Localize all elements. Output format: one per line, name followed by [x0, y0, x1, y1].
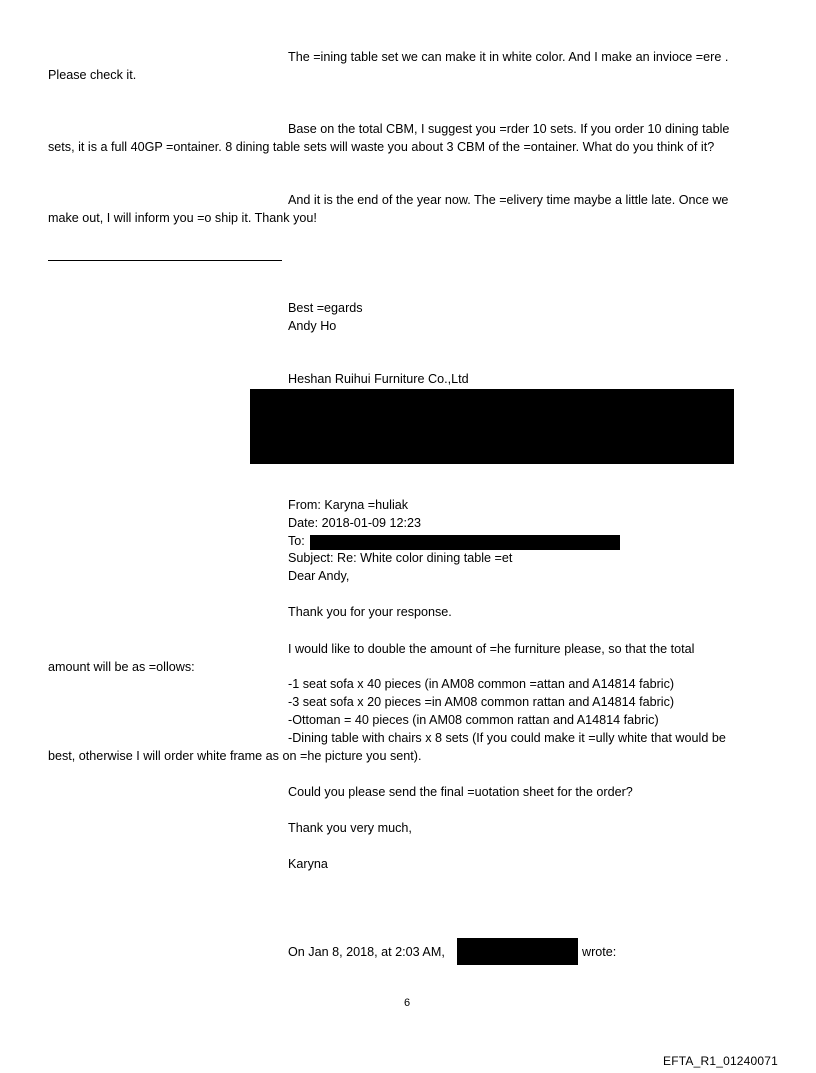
list-item: -Dining table with chairs x 8 sets (If you could make it =ully white that would be [288, 731, 726, 745]
list-item-continuation: best, otherwise I will order white frame as on =he picture you sent). [48, 749, 422, 763]
separator-line [48, 260, 282, 261]
paragraph-1-line-1: The =ining table set we can make it in white color. And I make an invioce =ere . [288, 50, 729, 64]
signature-name: Andy Ho [288, 319, 337, 333]
list-item: -3 seat sofa x 20 pieces =in AM08 common rattan and A14814 fabric) [288, 695, 675, 709]
quoted-from: From: Karyna =huliak [288, 498, 409, 512]
signature-company: Heshan Ruihui Furniture Co.,Ltd [288, 372, 469, 386]
page-number: 6 [404, 997, 411, 1009]
list-item: -1 seat sofa x 40 pieces (in AM08 common =attan and A14814 fabric) [288, 677, 675, 691]
quoted-signoff: Karyna [288, 857, 328, 871]
paragraph-3-line-1: And it is the end of the year now. The =elivery time maybe a little late. Once we [288, 193, 729, 207]
document-id-footer: EFTA_R1_01240071 [663, 1054, 779, 1068]
quoted-request-line-1: I would like to double the amount of =he furniture please, so that the total [288, 642, 695, 656]
quoted-greeting: Dear Andy, [288, 569, 350, 583]
quoted-question: Could you please send the final =uotation sheet for the order? [288, 785, 633, 799]
quoted-subject: Subject: Re: White color dining table =et [288, 551, 513, 565]
paragraph-2-line-2: sets, it is a full 40GP =ontainer. 8 dining table sets will waste you about 3 CBM of the =ontainer. What do you think of it? [48, 140, 715, 154]
paragraph-1-line-2: Please check it. [48, 68, 137, 82]
quoted-date: Date: 2018-01-09 12:23 [288, 516, 422, 530]
paragraph-2-line-1: Base on the total CBM, I suggest you =rder 10 sets. If you order 10 dining table [288, 122, 730, 136]
signature-closing: Best =egards [288, 301, 363, 315]
redaction-sender [457, 938, 578, 965]
on-date-suffix: wrote: [582, 945, 617, 959]
on-date-prefix: On Jan 8, 2018, at 2:03 AM, [288, 945, 445, 959]
quoted-request-line-2: amount will be as =ollows: [48, 660, 195, 674]
quoted-to-label: To: [288, 534, 305, 548]
paragraph-3-line-2: make out, I will inform you =o ship it. Thank you! [48, 211, 317, 225]
quoted-thanks: Thank you for your response. [288, 605, 452, 619]
redaction-block-signature [250, 389, 734, 464]
redaction-to-address [310, 535, 620, 550]
quoted-closing: Thank you very much, [288, 821, 412, 835]
list-item: -Ottoman = 40 pieces (in AM08 common rattan and A14814 fabric) [288, 713, 659, 727]
